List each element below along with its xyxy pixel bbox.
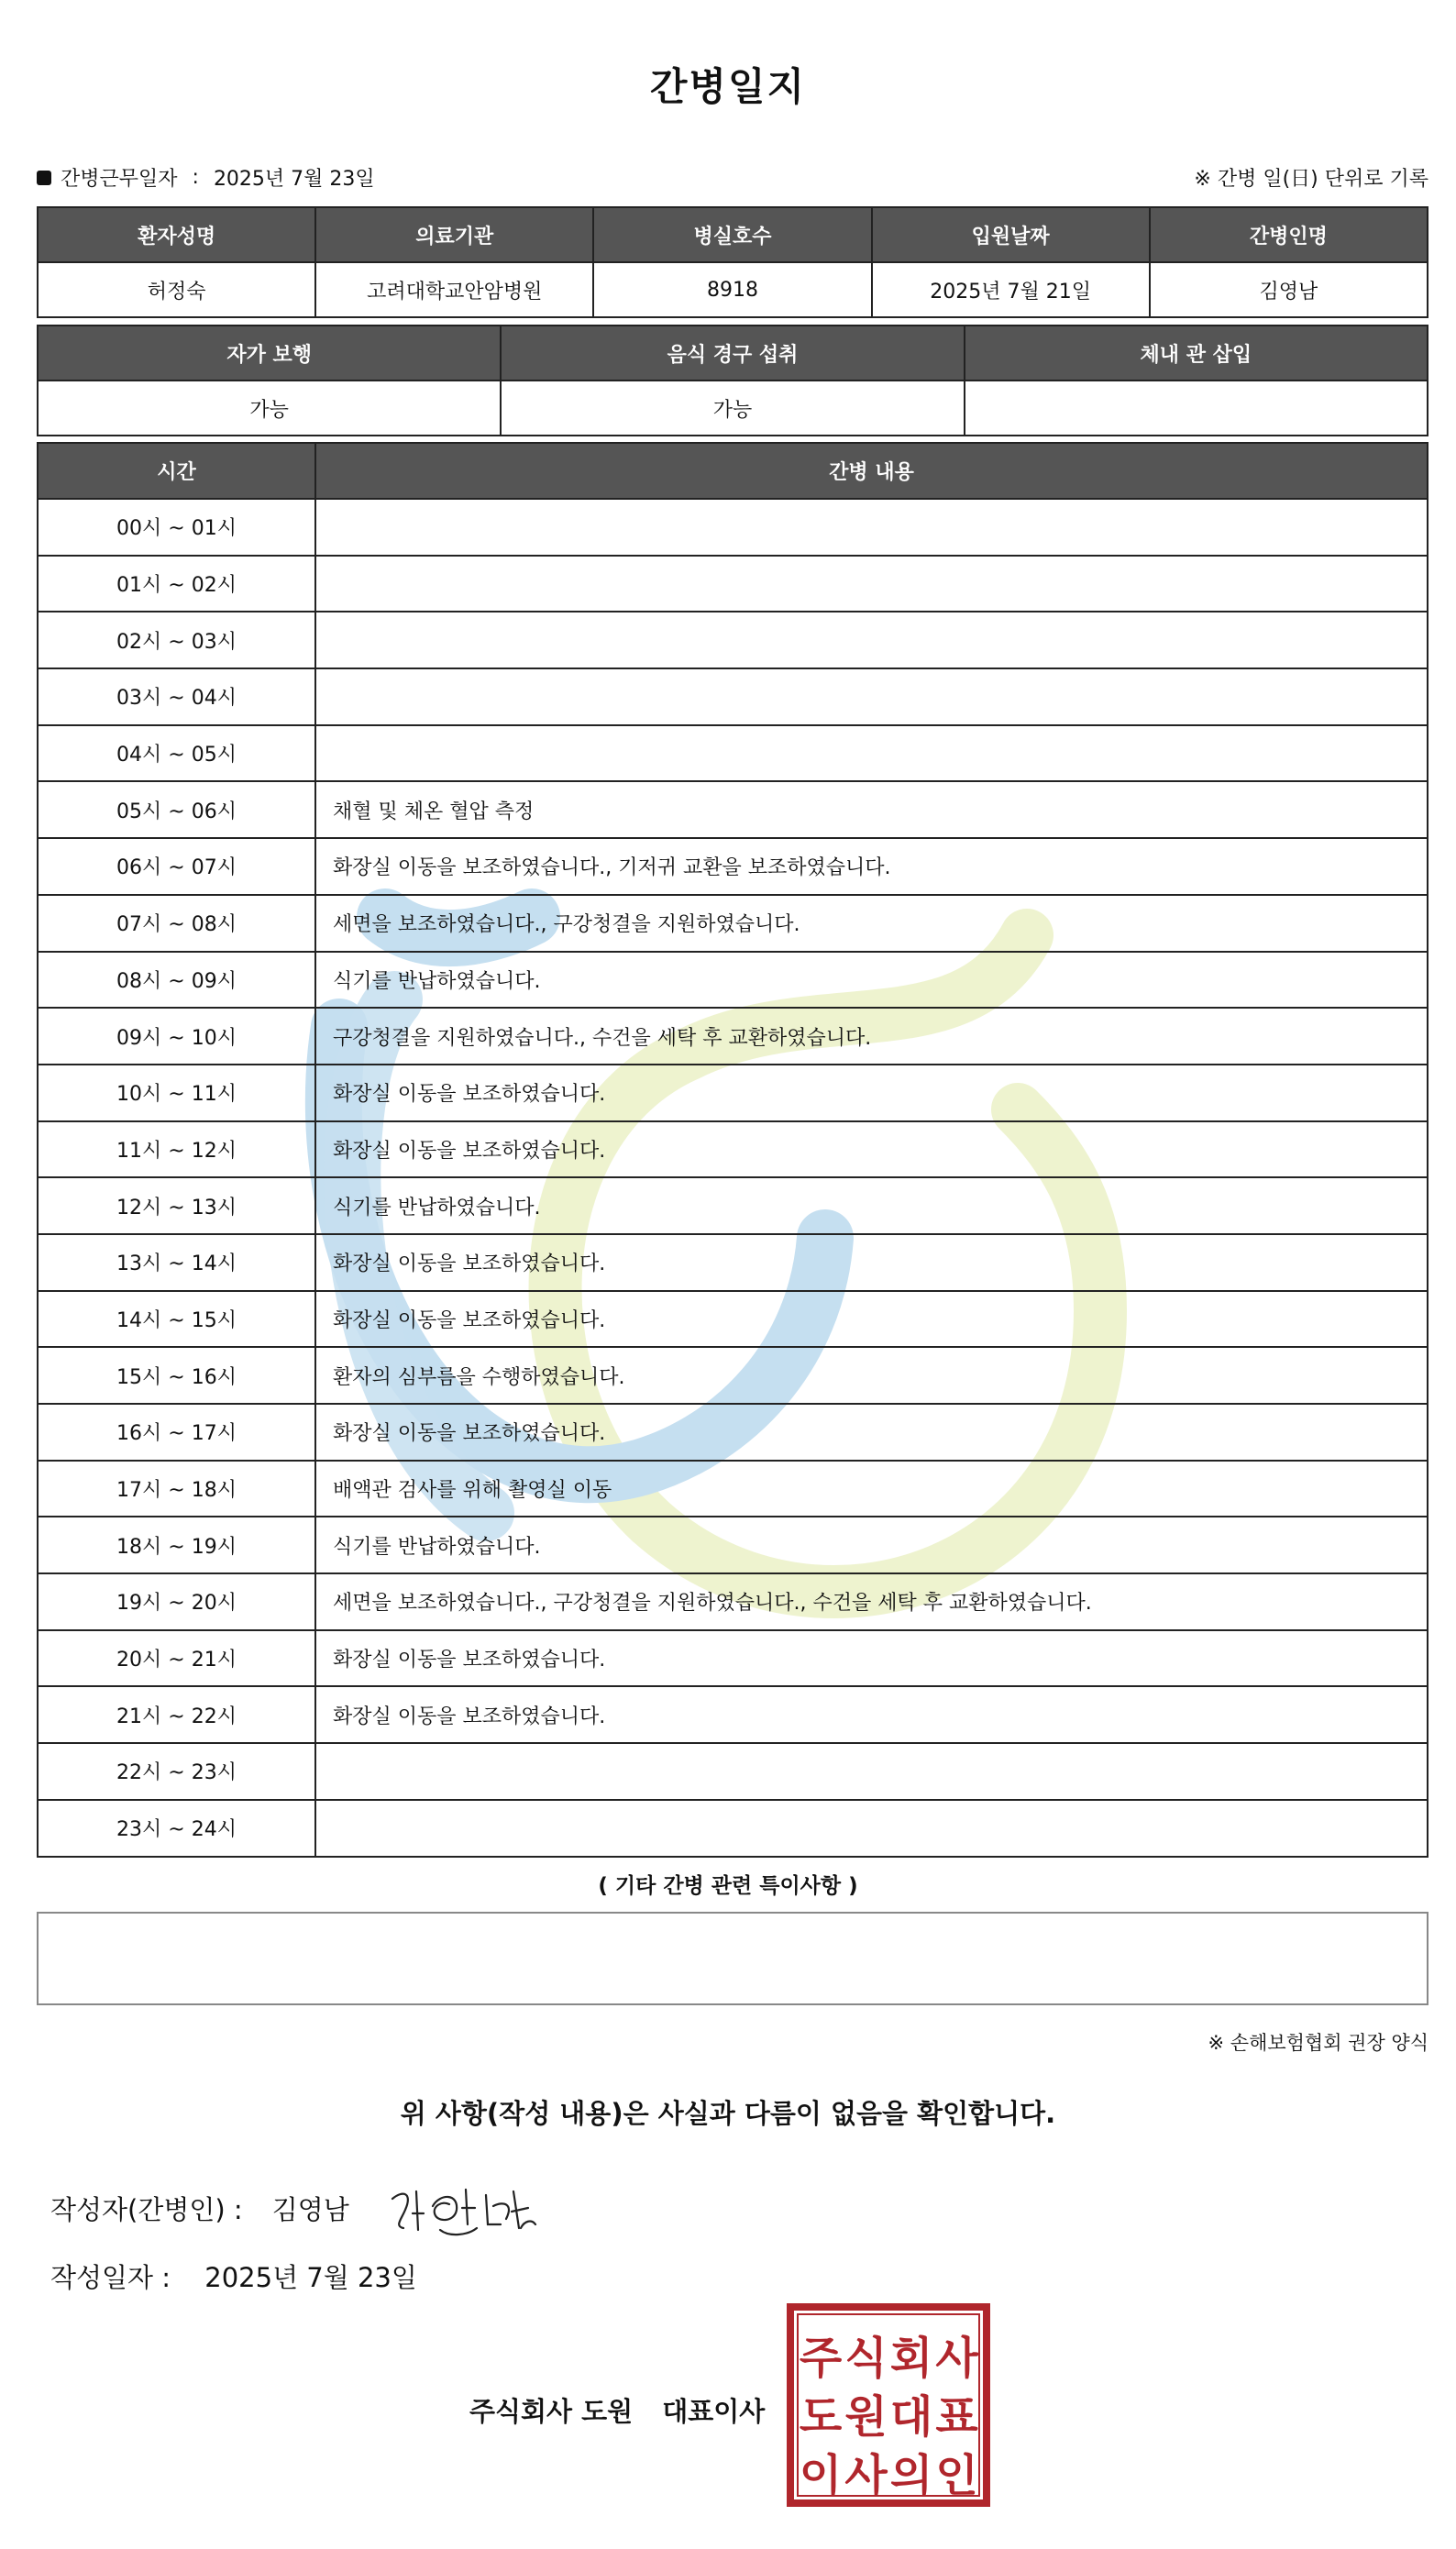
admission-date: 2025년 7월 21일 <box>872 262 1150 317</box>
seal-glyph: 사 <box>935 2333 978 2384</box>
log-time: 15시 ~ 16시 <box>38 1347 315 1404</box>
header-tube-insertion: 체내 관 삽입 <box>965 326 1428 381</box>
header-hospital: 의료기관 <box>315 207 593 262</box>
log-time: 19시 ~ 20시 <box>38 1573 315 1630</box>
log-time: 11시 ~ 12시 <box>38 1121 315 1178</box>
log-content <box>315 668 1428 725</box>
writer-label: 작성자(간병인) : <box>50 2194 243 2225</box>
seal-glyph: 표 <box>935 2391 978 2443</box>
seal-glyph: 회 <box>889 2333 933 2384</box>
log-row <box>38 1347 1428 1404</box>
log-row <box>38 1573 1428 1630</box>
log-row <box>38 781 1428 838</box>
work-date-label: 간병근무일자 <box>61 168 178 191</box>
company-line <box>469 2391 765 2429</box>
log-row <box>38 952 1428 1009</box>
log-row <box>38 1008 1428 1065</box>
log-row <box>38 1177 1428 1234</box>
log-content: 구강청결을 지원하였습니다., 수건을 세탁 후 교환하였습니다. <box>315 1008 1428 1065</box>
writer-name: 김영남 <box>271 2194 349 2225</box>
work-date-colon: : <box>192 166 199 189</box>
log-content: 화장실 이동을 보조하였습니다. <box>315 1291 1428 1348</box>
header-self-walking: 자가 보행 <box>38 326 501 381</box>
log-content: 환자의 심부름을 수행하였습니다. <box>315 1347 1428 1404</box>
handwritten-signature <box>385 2173 541 2242</box>
log-content: 채혈 및 체온 혈압 측정 <box>315 781 1428 838</box>
work-date-value: 2025년 7월 23일 <box>213 168 375 191</box>
written-date-label: 작성일자 : <box>50 2262 171 2293</box>
log-content: 배액관 검사를 위해 촬영실 이동 <box>315 1461 1428 1517</box>
log-time: 07시 ~ 08시 <box>38 895 315 952</box>
work-date <box>37 163 375 192</box>
log-content: 화장실 이동을 보조하였습니다. <box>315 1686 1428 1743</box>
bullet-square-icon <box>37 171 51 185</box>
header-room: 병실호수 <box>593 207 871 262</box>
patient-status-table <box>37 325 1428 436</box>
log-time: 16시 ~ 17시 <box>38 1404 315 1461</box>
seal-glyph: 인 <box>935 2450 978 2501</box>
log-time: 12시 ~ 13시 <box>38 1177 315 1234</box>
log-time: 13시 ~ 14시 <box>38 1234 315 1291</box>
log-time: 21시 ~ 22시 <box>38 1686 315 1743</box>
log-content <box>315 499 1428 556</box>
log-content: 화장실 이동을 보조하였습니다. <box>315 1630 1428 1687</box>
log-row <box>38 1121 1428 1178</box>
log-row <box>38 1065 1428 1121</box>
log-content: 식기를 반납하였습니다. <box>315 1177 1428 1234</box>
log-time: 14시 ~ 15시 <box>38 1291 315 1348</box>
log-time: 09시 ~ 10시 <box>38 1008 315 1065</box>
log-content: 식기를 반납하였습니다. <box>315 952 1428 1009</box>
log-row <box>38 1517 1428 1573</box>
writer-line <box>50 2190 349 2227</box>
log-content: 화장실 이동을 보조하였습니다. <box>315 1234 1428 1291</box>
seal-glyph: 도 <box>799 2391 843 2443</box>
log-time: 01시 ~ 02시 <box>38 556 315 612</box>
header-care-content: 간병 내용 <box>315 443 1428 499</box>
meta-row <box>37 163 1428 194</box>
patient-name: 허정숙 <box>38 262 315 317</box>
log-row <box>38 1800 1428 1857</box>
self-walking-value: 가능 <box>38 381 501 436</box>
header-caregiver: 간병인명 <box>1150 207 1428 262</box>
header-time: 시간 <box>38 443 315 499</box>
special-notes-title: ( 기타 간병 관련 특이사항 ) <box>598 1874 858 1898</box>
log-time: 04시 ~ 05시 <box>38 725 315 782</box>
log-row <box>38 1404 1428 1461</box>
tube-insertion-value <box>965 381 1428 436</box>
form-source-note: ※ 손해보험협회 권장 양식 <box>1208 2032 1428 2054</box>
written-date-value: 2025년 7월 23일 <box>204 2262 417 2293</box>
document-title: 간병일지 <box>649 64 807 109</box>
log-time: 20시 ~ 21시 <box>38 1630 315 1687</box>
log-content: 화장실 이동을 보조하였습니다., 기저귀 교환을 보조하였습니다. <box>315 838 1428 895</box>
oral-intake-value: 가능 <box>501 381 964 436</box>
log-content <box>315 1743 1428 1800</box>
log-time: 05시 ~ 06시 <box>38 781 315 838</box>
confirmation-statement: 위 사항(작성 내용)은 사실과 다름이 없음을 확인합니다. <box>400 2098 1056 2129</box>
log-content: 세면을 보조하였습니다., 구강청결을 지원하였습니다. <box>315 895 1428 952</box>
log-row <box>38 556 1428 612</box>
log-content: 화장실 이동을 보조하였습니다. <box>315 1404 1428 1461</box>
log-time: 10시 ~ 11시 <box>38 1065 315 1121</box>
log-row <box>38 668 1428 725</box>
log-time: 18시 ~ 19시 <box>38 1517 315 1573</box>
log-time: 17시 ~ 18시 <box>38 1461 315 1517</box>
log-content <box>315 1800 1428 1857</box>
log-row <box>38 1291 1428 1348</box>
log-row <box>38 1234 1428 1291</box>
log-content: 화장실 이동을 보조하였습니다. <box>315 1065 1428 1121</box>
seal-glyph: 사 <box>844 2450 888 2501</box>
log-time: 22시 ~ 23시 <box>38 1743 315 1800</box>
written-date-line <box>50 2257 417 2295</box>
header-admission-date: 입원날짜 <box>872 207 1150 262</box>
header-patient-name: 환자성명 <box>38 207 315 262</box>
seal-glyph: 의 <box>889 2450 933 2501</box>
seal-glyph: 원 <box>844 2391 888 2443</box>
log-time: 00시 ~ 01시 <box>38 499 315 556</box>
company-seal-stamp <box>785 2301 992 2509</box>
log-row <box>38 1630 1428 1687</box>
company-role: 대표이사 <box>662 2396 766 2427</box>
record-unit-note: ※ 간병 일(日) 단위로 기록 <box>1194 168 1428 191</box>
log-row <box>38 838 1428 895</box>
log-content <box>315 556 1428 612</box>
seal-glyph: 대 <box>889 2391 933 2443</box>
seal-glyph: 식 <box>844 2333 888 2384</box>
log-row <box>38 1686 1428 1743</box>
log-time: 23시 ~ 24시 <box>38 1800 315 1857</box>
log-time: 06시 ~ 07시 <box>38 838 315 895</box>
log-row <box>38 1743 1428 1800</box>
log-row <box>38 725 1428 782</box>
log-row <box>38 1461 1428 1517</box>
log-time: 08시 ~ 09시 <box>38 952 315 1009</box>
log-content: 화장실 이동을 보조하였습니다. <box>315 1121 1428 1178</box>
special-notes-box <box>37 1912 1428 2005</box>
log-content <box>315 725 1428 782</box>
header-oral-intake: 음식 경구 섭취 <box>501 326 964 381</box>
log-row <box>38 612 1428 668</box>
caregiver-name: 김영남 <box>1150 262 1428 317</box>
log-time: 02시 ~ 03시 <box>38 612 315 668</box>
company-name: 주식회사 도원 <box>469 2396 634 2427</box>
log-row <box>38 499 1428 556</box>
patient-info-table <box>37 206 1428 318</box>
log-row <box>38 895 1428 952</box>
log-content: 세면을 보조하였습니다., 구강청결을 지원하였습니다., 수건을 세탁 후 교환하였습니다. <box>315 1573 1428 1630</box>
seal-glyph: 이 <box>799 2450 843 2501</box>
room-number: 8918 <box>593 262 871 317</box>
seal-glyph: 주 <box>799 2333 843 2384</box>
log-time: 03시 ~ 04시 <box>38 668 315 725</box>
hospital-name: 고려대학교안암병원 <box>315 262 593 317</box>
log-content <box>315 612 1428 668</box>
log-content: 식기를 반납하였습니다. <box>315 1517 1428 1573</box>
care-log-table <box>37 442 1428 1858</box>
